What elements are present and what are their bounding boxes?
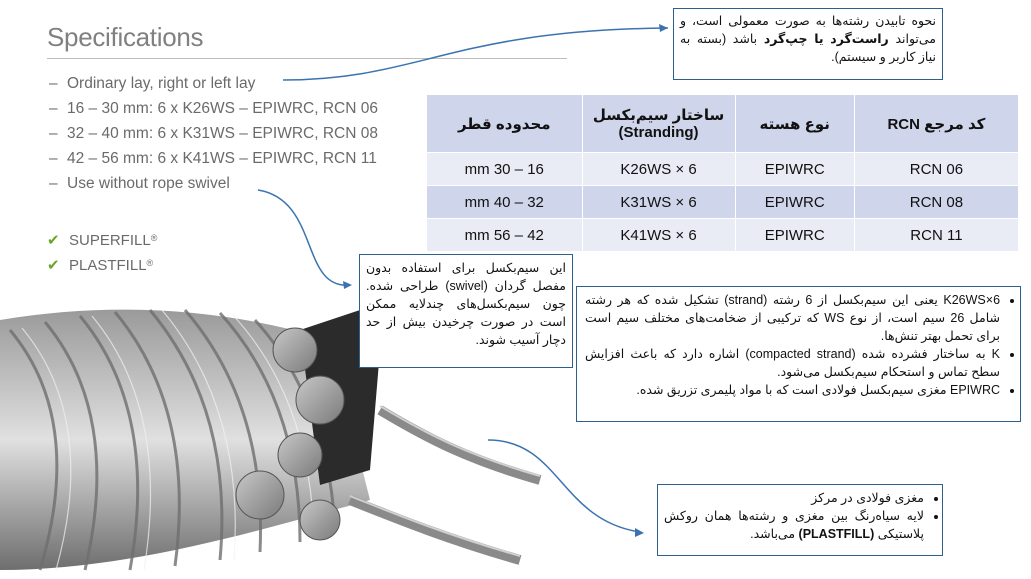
arrow-swivel — [258, 190, 350, 285]
fill-item-plastfill: ✔ PLASTFILL® — [47, 253, 157, 278]
spec-item: – 16 – 30 mm: 6 x K26WS – EPIWRC, RCN 06 — [49, 100, 378, 117]
spec-item: – Use without rope swivel — [49, 175, 230, 192]
list-item: • لایه سیاه‌رنگ بین مغزی و رشته‌ها همان روکش پلاستیکی (PLASTFILL) می‌باشد. — [664, 507, 924, 543]
header-stranding: ساختار سیم‌بکسل (Stranding) — [582, 95, 735, 153]
cell-stranding: 6 × K26WS — [582, 153, 735, 186]
cell-diameter: 32 – 40 mm — [427, 186, 583, 219]
cell-rcn: RCN 08 — [854, 186, 1018, 219]
cell-diameter: 16 – 30 mm — [427, 153, 583, 186]
swivel-note: این سیم‌بکسل برای استفاده بدون مفصل گردان (swivel) طراحی شده. چون سیم‌بکسل‌های چندلایه ممکن است در صورت چرخیدن بیش از حد دچار آسیب شوند. — [359, 254, 573, 368]
fill-item-superfill: ✔ SUPERFILL® — [47, 228, 157, 253]
cell-stranding: 6 × K31WS — [582, 186, 735, 219]
stranding-note — [576, 286, 1021, 422]
table-header-row — [427, 95, 1019, 153]
spec-item: – 42 – 56 mm: 6 x K41WS – EPIWRC, RCN 11 — [49, 150, 377, 167]
core-note — [657, 484, 943, 556]
list-item: • K به ساختار فشرده شده (compacted strand) اشاره دارد که باعث افزایش سطح تماس و استحکام سیم‌بکسل می‌شود. — [585, 345, 1000, 381]
list-item: • مغزی فولادی در مرکز — [664, 489, 924, 507]
cell-core: EPIWRC — [735, 153, 854, 186]
table-row — [427, 186, 1019, 219]
table-row — [427, 153, 1019, 186]
specifications-title: Specifications — [47, 22, 204, 52]
header-rcn: کد مرجع RCN — [854, 95, 1018, 153]
header-core: نوع هسته — [735, 95, 854, 153]
cell-core: EPIWRC — [735, 219, 854, 252]
lay-type-note: نحوه تابیدن رشته‌ها به صورت معمولی است، و می‌تواند راست‌گرد یا چپ‌گرد باشد (بسته به نیاز کاربر و سیستم). — [673, 8, 943, 80]
cell-rcn: RCN 06 — [854, 153, 1018, 186]
list-item: • EPIWRC مغزی سیم‌بکسل فولادی است که با مواد پلیمری تزریق شده. — [585, 381, 1000, 399]
specification-table — [426, 94, 1019, 252]
cell-core: EPIWRC — [735, 186, 854, 219]
arrow-core — [488, 440, 640, 532]
cell-stranding: 6 × K41WS — [582, 219, 735, 252]
spec-item: – 32 – 40 mm: 6 x K31WS – EPIWRC, RCN 08 — [49, 125, 378, 142]
table-row — [427, 219, 1019, 252]
cell-diameter: 42 – 56 mm — [427, 219, 583, 252]
header-diameter: محدوده قطر — [427, 95, 583, 153]
list-item: • 6×K26WS یعنی این سیم‌بکسل از 6 رشته (strand) تشکیل شده که هر رشته شامل 26 سیم است، از نوع WS که ترکیبی از ضخامت‌های مختلف سیم است برای تحمل بهتر تنش‌ها. — [585, 291, 1000, 345]
spec-item: – Ordinary lay, right or left lay — [49, 75, 256, 92]
cell-rcn: RCN 11 — [854, 219, 1018, 252]
check-icon: ✔ — [47, 257, 60, 274]
arrow-lay-type — [283, 28, 668, 80]
check-icon: ✔ — [47, 232, 60, 249]
